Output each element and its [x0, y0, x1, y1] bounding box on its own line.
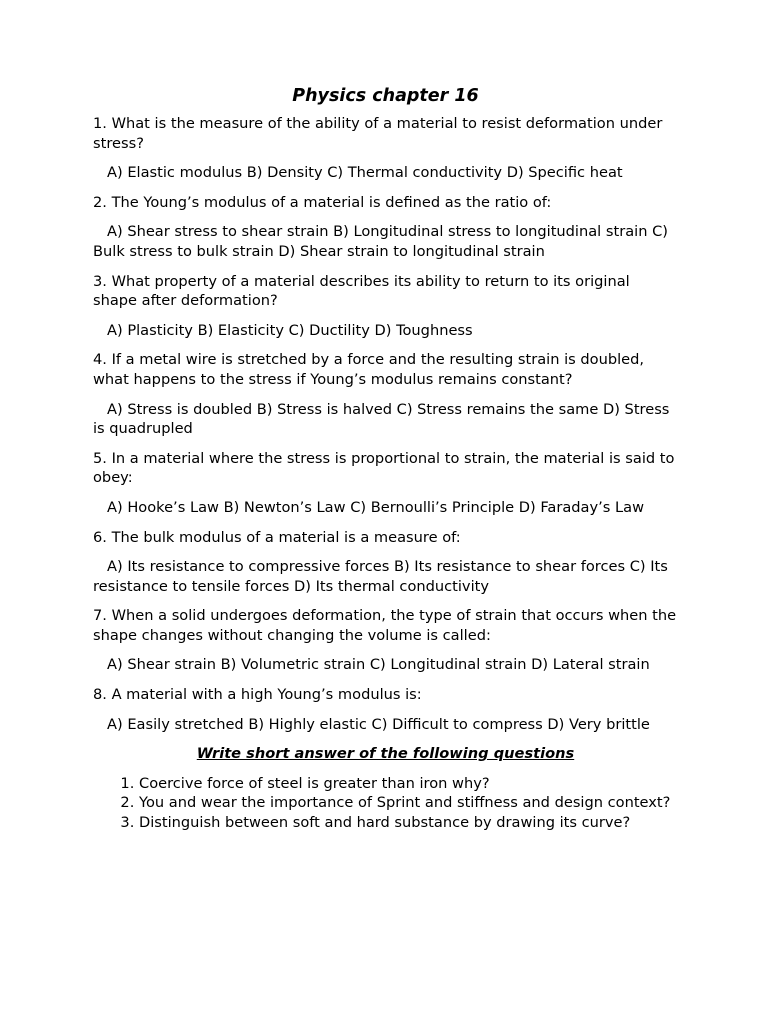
short-answer-list — [93, 774, 678, 833]
answer-options: A) Plasticity B) Elasticity C) Ductility D) Toughness — [107, 321, 473, 339]
short-answer-item: 2. You and wear the importance of Sprint and stiffness and design context? — [139, 793, 678, 813]
mcq-item-2 — [93, 193, 678, 262]
question-text: 8. A material with a high Young’s modulus is: — [93, 686, 422, 704]
question-text: 5. In a material where the stress is proportional to strain, the material is said to obey: — [93, 449, 675, 487]
answer-options: A) Its resistance to compressive forces B) Its resistance to shear forces C) Its resistance to tensile forces D) Its thermal conductivity — [93, 558, 668, 595]
question-text: 3. What property of a material describes its ability to return to its original shape after deformation? — [93, 272, 630, 310]
mcq-item-3 — [93, 272, 678, 341]
mcq-item-5 — [93, 449, 678, 518]
question-text: 7. When a solid undergoes deformation, the type of strain that occurs when the shape changes without changing the volume is called: — [93, 607, 677, 644]
short-answer-item: 1. Coercive force of steel is greater than iron why? — [139, 774, 678, 794]
mcq-item-1 — [93, 114, 678, 183]
question-text: 6. The bulk modulus of a material is a measure of: — [93, 528, 461, 546]
answer-options: A) Shear stress to shear strain B) Longitudinal stress to longitudinal strain C) Bulk stress to bulk strain D) Shear strain to longitudinal strain — [93, 223, 668, 260]
mcq-item-4 — [93, 350, 678, 438]
mcq-item-8 — [93, 685, 678, 734]
answer-options: A) Shear strain B) Volumetric strain C) Longitudinal strain D) Lateral strain — [107, 656, 650, 674]
answer-options: A) Stress is doubled B) Stress is halved C) Stress remains the same D) Stress is quadrupled — [93, 400, 670, 438]
short-answer-heading: Write short answer of the following questions — [196, 745, 575, 763]
question-text: 2. The Young’s modulus of a material is defined as the ratio of: — [93, 193, 552, 211]
question-text: 1. What is the measure of the ability of a material to resist deformation under stress? — [93, 115, 663, 152]
question-text: 4. If a metal wire is stretched by a force and the resulting strain is doubled, what happens to the stress if Young’s modulus remains constant? — [93, 351, 645, 388]
mcq-item-7 — [93, 606, 678, 675]
answer-options: A) Elastic modulus B) Density C) Thermal conductivity D) Specific heat — [107, 164, 623, 182]
short-answer-item: 3. Distinguish between soft and hard substance by drawing its curve? — [139, 813, 678, 833]
page-title: Physics chapter 16 — [292, 86, 479, 106]
answer-options: A) Easily stretched B) Highly elastic C) Difficult to compress D) Very brittle — [107, 715, 650, 733]
answer-options: A) Hooke’s Law B) Newton’s Law C) Bernoulli’s Principle D) Faraday’s Law — [107, 498, 645, 516]
mcq-item-6 — [93, 528, 678, 597]
